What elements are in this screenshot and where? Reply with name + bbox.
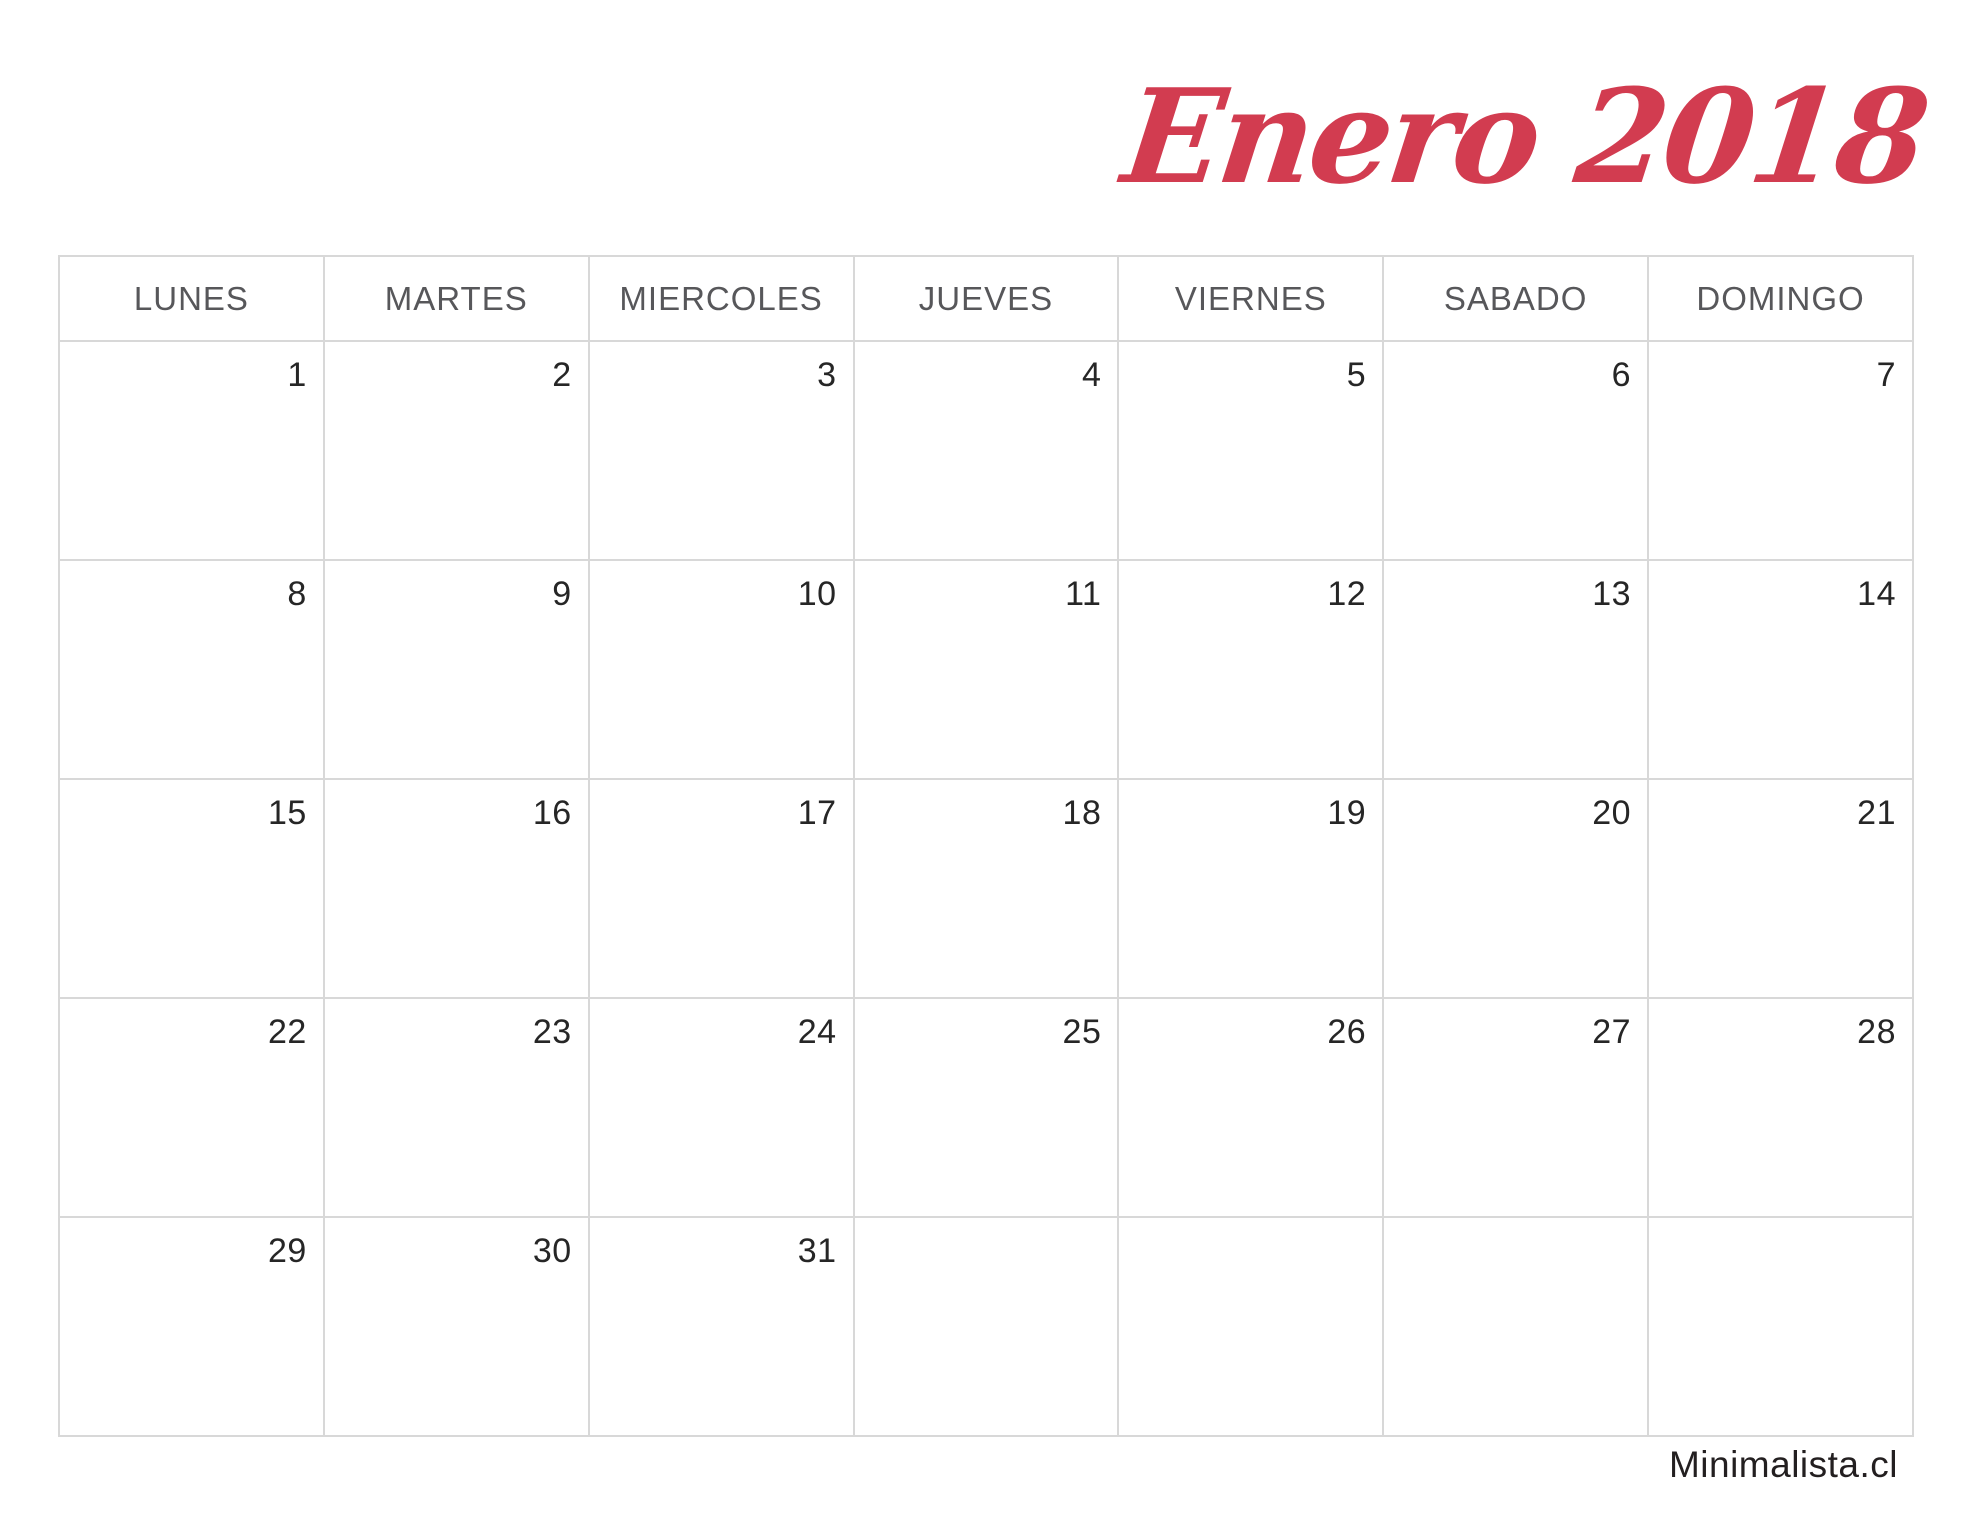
calendar-table	[58, 255, 1914, 1437]
day-number: 19	[1327, 794, 1367, 832]
day-cell	[1648, 779, 1913, 998]
day-cell	[59, 998, 324, 1217]
day-number: 22	[268, 1013, 307, 1051]
day-number: 20	[1592, 794, 1632, 832]
day-cell	[324, 779, 589, 998]
day-cell	[1118, 998, 1383, 1217]
day-number: 15	[268, 794, 307, 832]
weekday-header-lunes: LUNES	[59, 256, 324, 341]
day-number: 8	[287, 575, 307, 613]
day-number: 6	[1611, 356, 1632, 394]
day-number: 30	[532, 1232, 572, 1270]
week-row	[59, 560, 1913, 779]
day-number: 5	[1346, 356, 1367, 394]
day-number: 16	[532, 794, 572, 832]
day-number: 12	[1327, 575, 1367, 613]
day-number: 24	[797, 1013, 837, 1051]
day-cell	[854, 560, 1119, 779]
day-cell	[1383, 341, 1648, 560]
day-cell	[324, 341, 589, 560]
day-cell	[324, 560, 589, 779]
day-number: 23	[532, 1013, 572, 1051]
day-number: 2	[552, 356, 572, 394]
calendar-title: Enero 2018	[1116, 60, 1934, 213]
weekday-header-row	[59, 256, 1913, 341]
calendar-body	[59, 341, 1913, 1436]
day-number: 7	[1876, 356, 1896, 394]
weekday-header-miercoles: MIERCOLES	[589, 256, 854, 341]
day-cell	[1118, 1217, 1383, 1436]
week-row	[59, 779, 1913, 998]
weekday-header-viernes: VIERNES	[1118, 256, 1383, 341]
day-cell	[589, 560, 854, 779]
day-number: 27	[1592, 1013, 1632, 1051]
weekday-header-sabado: SABADO	[1383, 256, 1648, 341]
day-number: 11	[1065, 575, 1102, 613]
day-cell	[1648, 341, 1913, 560]
footer-brand: Minimalista.cl	[1668, 1444, 1898, 1485]
day-cell	[1383, 1217, 1648, 1436]
day-number: 17	[797, 794, 837, 832]
day-cell	[59, 1217, 324, 1436]
weekday-header-domingo: DOMINGO	[1648, 256, 1913, 341]
day-cell	[59, 341, 324, 560]
week-row	[59, 341, 1913, 560]
week-row	[59, 998, 1913, 1217]
day-cell	[59, 560, 324, 779]
day-cell	[589, 341, 854, 560]
day-cell	[1383, 779, 1648, 998]
day-cell	[1648, 1217, 1913, 1436]
day-cell	[324, 998, 589, 1217]
day-number: 1	[287, 356, 307, 394]
day-number: 10	[797, 575, 837, 613]
day-cell	[1118, 560, 1383, 779]
day-number: 31	[797, 1232, 837, 1270]
day-number: 3	[817, 356, 837, 394]
weekday-header-jueves: JUEVES	[854, 256, 1119, 341]
day-cell	[324, 1217, 589, 1436]
day-cell	[854, 341, 1119, 560]
day-number: 13	[1592, 575, 1632, 613]
day-cell	[589, 1217, 854, 1436]
day-number: 28	[1857, 1013, 1896, 1051]
day-number: 14	[1857, 575, 1896, 613]
day-cell	[1648, 998, 1913, 1217]
day-number: 21	[1857, 794, 1896, 832]
day-cell	[1648, 560, 1913, 779]
day-number: 26	[1327, 1013, 1367, 1051]
day-cell	[854, 779, 1119, 998]
day-cell	[1118, 341, 1383, 560]
week-row	[59, 1217, 1913, 1436]
day-number: 29	[268, 1232, 307, 1270]
day-cell	[589, 779, 854, 998]
day-cell	[854, 998, 1119, 1217]
day-number: 18	[1062, 794, 1102, 832]
day-number: 25	[1062, 1013, 1102, 1051]
day-cell	[589, 998, 854, 1217]
day-cell	[1118, 779, 1383, 998]
weekday-header-martes: MARTES	[324, 256, 589, 341]
day-cell	[1383, 998, 1648, 1217]
day-number: 9	[552, 575, 572, 613]
day-cell	[59, 779, 324, 998]
day-cell	[1383, 560, 1648, 779]
day-number: 4	[1081, 356, 1102, 394]
day-cell	[854, 1217, 1119, 1436]
